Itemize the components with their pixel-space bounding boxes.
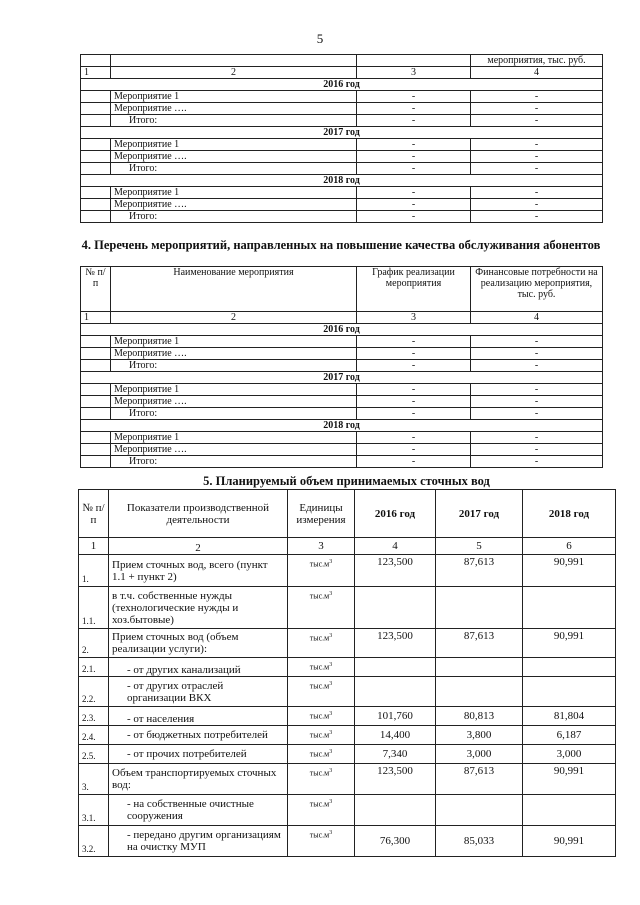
row-number: 3.2. (79, 826, 109, 857)
schedule-cell: - (357, 199, 471, 211)
value-2016 (355, 587, 436, 629)
finance-cell: - (471, 103, 603, 115)
finance-cell: - (471, 187, 603, 199)
value-2016: 76,300 (355, 826, 436, 857)
measure-name: Мероприятие 1 (111, 187, 357, 199)
table-row (81, 91, 603, 103)
table-row (81, 396, 603, 408)
value-2017: 87,613 (436, 764, 523, 795)
index-row (81, 67, 603, 79)
value-2018 (523, 587, 616, 629)
value-2016: 101,760 (355, 707, 436, 726)
header-cell (357, 55, 471, 67)
row-number: 2.3. (79, 707, 109, 726)
table-row (79, 658, 616, 677)
total-row (81, 211, 603, 223)
schedule-cell: - (357, 408, 471, 420)
measure-name: Мероприятие …. (111, 444, 357, 456)
indicator-name: Прием сточных вод (объем реализации услуги): (109, 629, 288, 658)
row-number: 2.5. (79, 745, 109, 764)
unit-cell: $тыс.м^3$ (288, 826, 355, 857)
measure-name: Мероприятие …. (111, 103, 357, 115)
value-2016: 123,500 (355, 629, 436, 658)
value-2016: 123,500 (355, 764, 436, 795)
table-header-row (81, 267, 603, 312)
wastewater-volume-table (78, 489, 616, 857)
index-cell: 6 (523, 538, 616, 555)
finance-cell: - (471, 432, 603, 444)
header-name: Наименование мероприятия (111, 267, 357, 312)
table-row (81, 336, 603, 348)
schedule-cell: - (357, 139, 471, 151)
total-row (81, 408, 603, 420)
value-2017: 85,033 (436, 826, 523, 857)
value-2018: 6,187 (523, 726, 616, 745)
indicator-name: - от населения (109, 707, 288, 726)
indicator-name: - от других отраслей организации ВКХ (109, 677, 288, 707)
table-row (81, 432, 603, 444)
schedule-cell: - (357, 163, 471, 175)
schedule-cell: - (357, 396, 471, 408)
schedule-cell: - (357, 187, 471, 199)
index-cell: 4 (471, 312, 603, 324)
value-2017: 87,613 (436, 629, 523, 658)
indicator-name: - передано другим организациям на очистку МУП (109, 826, 288, 857)
finance-cell: - (471, 348, 603, 360)
table-row (81, 348, 603, 360)
unit-cell: $тыс.м^3$ (288, 629, 355, 658)
indicator-name: Объем транспортируемых сточных вод: (109, 764, 288, 795)
header-finance: Финансовые потребности на реализацию мероприятия, тыс. руб. (471, 267, 603, 312)
row-number: 1.1. (79, 587, 109, 629)
finance-cell: - (471, 115, 603, 127)
total-row (81, 360, 603, 372)
schedule-cell: - (357, 456, 471, 468)
index-row (81, 312, 603, 324)
value-2017: 87,613 (436, 555, 523, 587)
table-row (81, 151, 603, 163)
finance-cell: - (471, 456, 603, 468)
header-unit: Единицы измерения (288, 490, 355, 538)
row-number: 2.2. (79, 677, 109, 707)
total-label: Итого: (111, 456, 357, 468)
value-2016 (355, 658, 436, 677)
index-cell: 3 (357, 67, 471, 79)
header-num: № п/п (79, 490, 109, 538)
indicator-name: - от бюджетных потребителей (109, 726, 288, 745)
header-2017: 2017 год (436, 490, 523, 538)
table-row (79, 726, 616, 745)
value-2017: 3,000 (436, 745, 523, 764)
finance-cell: - (471, 139, 603, 151)
page-number: 5 (316, 31, 324, 46)
unit-cell: $тыс.м^3$ (288, 764, 355, 795)
value-2017 (436, 587, 523, 629)
finance-cell: - (471, 211, 603, 223)
schedule-cell: - (357, 444, 471, 456)
measure-name: Мероприятие …. (111, 396, 357, 408)
finance-cell: - (471, 91, 603, 103)
unit-cell: $тыс.м^3$ (288, 707, 355, 726)
table-header-row (79, 490, 616, 538)
value-2018: 81,804 (523, 707, 616, 726)
year-header: 2016 год (81, 324, 603, 336)
value-2018 (523, 677, 616, 707)
indicator-name: Прием сточных вод, всего (пункт 1.1 + пункт 2) (109, 555, 288, 587)
value-2017 (436, 795, 523, 826)
table-row (81, 139, 603, 151)
measure-name: Мероприятие 1 (111, 91, 357, 103)
index-cell: 1 (81, 67, 111, 79)
total-row (81, 115, 603, 127)
row-number: 1. (79, 555, 109, 587)
table-row (79, 629, 616, 658)
row-number: 3.1. (79, 795, 109, 826)
unit-cell: $тыс.м^3$ (288, 587, 355, 629)
year-header: 2018 год (81, 175, 603, 187)
unit-cell: $тыс.м^3$ (288, 677, 355, 707)
table-row (81, 187, 603, 199)
header-indicator: Показатели производственной деятельности (109, 490, 288, 538)
value-2018: 90,991 (523, 764, 616, 795)
table-row (79, 555, 616, 587)
index-cell: 2 (111, 312, 357, 324)
total-label: Итого: (111, 115, 357, 127)
unit-cell: $тыс.м^3$ (288, 795, 355, 826)
value-2017 (436, 658, 523, 677)
header-2016: 2016 год (355, 490, 436, 538)
header-schedule: График реализации мероприятия (357, 267, 471, 312)
finance-cell: - (471, 384, 603, 396)
finance-cell: - (471, 163, 603, 175)
row-number: 2.1. (79, 658, 109, 677)
finance-cell: - (471, 408, 603, 420)
index-cell: 4 (471, 67, 603, 79)
measure-name: Мероприятие …. (111, 199, 357, 211)
table-row (79, 826, 616, 857)
table-row (79, 795, 616, 826)
row-number: 3. (79, 764, 109, 795)
index-cell: 2 (111, 67, 357, 79)
index-cell: 2 (109, 538, 288, 555)
schedule-cell: - (357, 115, 471, 127)
schedule-cell: - (357, 211, 471, 223)
table-row (79, 707, 616, 726)
value-2016 (355, 795, 436, 826)
finance-cell: - (471, 396, 603, 408)
header-num: № п/п (81, 267, 111, 312)
index-cell: 3 (357, 312, 471, 324)
value-2018: 90,991 (523, 555, 616, 587)
unit-cell: $тыс.м^3$ (288, 658, 355, 677)
table-header-row (81, 55, 603, 67)
table-row (79, 745, 616, 764)
measure-name: Мероприятие 1 (111, 336, 357, 348)
schedule-cell: - (357, 384, 471, 396)
value-2017: 80,813 (436, 707, 523, 726)
schedule-cell: - (357, 360, 471, 372)
value-2016: 14,400 (355, 726, 436, 745)
index-cell: 1 (79, 538, 109, 555)
indicator-name: - от прочих потребителей (109, 745, 288, 764)
value-2016: 123,500 (355, 555, 436, 587)
total-label: Итого: (111, 163, 357, 175)
header-cell (81, 55, 111, 67)
schedule-cell: - (357, 336, 471, 348)
total-label: Итого: (111, 360, 357, 372)
table-row (79, 677, 616, 707)
measures-table-continued (80, 54, 603, 223)
value-2016 (355, 677, 436, 707)
table-row (81, 103, 603, 115)
finance-cell: - (471, 199, 603, 211)
header-cell: мероприятия, тыс. руб. (471, 55, 603, 67)
year-header: 2018 год (81, 420, 603, 432)
value-2017 (436, 677, 523, 707)
total-row (81, 456, 603, 468)
table-row (81, 444, 603, 456)
unit-cell: $тыс.м^3$ (288, 555, 355, 587)
unit-cell: $тыс.м^3$ (288, 745, 355, 764)
measure-name: Мероприятие 1 (111, 139, 357, 151)
total-row (81, 163, 603, 175)
measure-name: Мероприятие 1 (111, 432, 357, 444)
schedule-cell: - (357, 103, 471, 115)
indicator-name: в т.ч. собственные нужды (технологические нужды и хоз.бытовые) (109, 587, 288, 629)
year-header: 2016 год (81, 79, 603, 91)
table-row (79, 587, 616, 629)
finance-cell: - (471, 360, 603, 372)
measure-name: Мероприятие …. (111, 348, 357, 360)
total-label: Итого: (111, 408, 357, 420)
finance-cell: - (471, 336, 603, 348)
finance-cell: - (471, 151, 603, 163)
service-quality-measures-table (80, 266, 603, 468)
table-row (79, 764, 616, 795)
table-row (81, 199, 603, 211)
index-cell: 4 (355, 538, 436, 555)
indicator-name: - от других канализаций (109, 658, 288, 677)
value-2018 (523, 658, 616, 677)
year-header: 2017 год (81, 127, 603, 139)
schedule-cell: - (357, 91, 471, 103)
index-cell: 5 (436, 538, 523, 555)
total-label: Итого: (111, 211, 357, 223)
section-4-title: 4. Перечень мероприятий, направленных на повышение качества обслуживания абонентов (81, 238, 601, 252)
value-2017: 3,800 (436, 726, 523, 745)
section-5-title: 5. Планируемый объем принимаемых сточных вод (203, 474, 490, 488)
value-2018: 3,000 (523, 745, 616, 764)
year-header: 2017 год (81, 372, 603, 384)
row-number: 2.4. (79, 726, 109, 745)
header-cell (111, 55, 357, 67)
finance-cell: - (471, 444, 603, 456)
schedule-cell: - (357, 432, 471, 444)
value-2018: 90,991 (523, 826, 616, 857)
header-2018: 2018 год (523, 490, 616, 538)
indicator-name: - на собственные очистные сооружения (109, 795, 288, 826)
schedule-cell: - (357, 348, 471, 360)
row-number: 2. (79, 629, 109, 658)
measure-name: Мероприятие …. (111, 151, 357, 163)
schedule-cell: - (357, 151, 471, 163)
table-row (81, 384, 603, 396)
value-2016: 7,340 (355, 745, 436, 764)
index-cell: 1 (81, 312, 111, 324)
index-row (79, 538, 616, 555)
unit-cell: $тыс.м^3$ (288, 726, 355, 745)
measure-name: Мероприятие 1 (111, 384, 357, 396)
value-2018: 90,991 (523, 629, 616, 658)
value-2018 (523, 795, 616, 826)
index-cell: 3 (288, 538, 355, 555)
